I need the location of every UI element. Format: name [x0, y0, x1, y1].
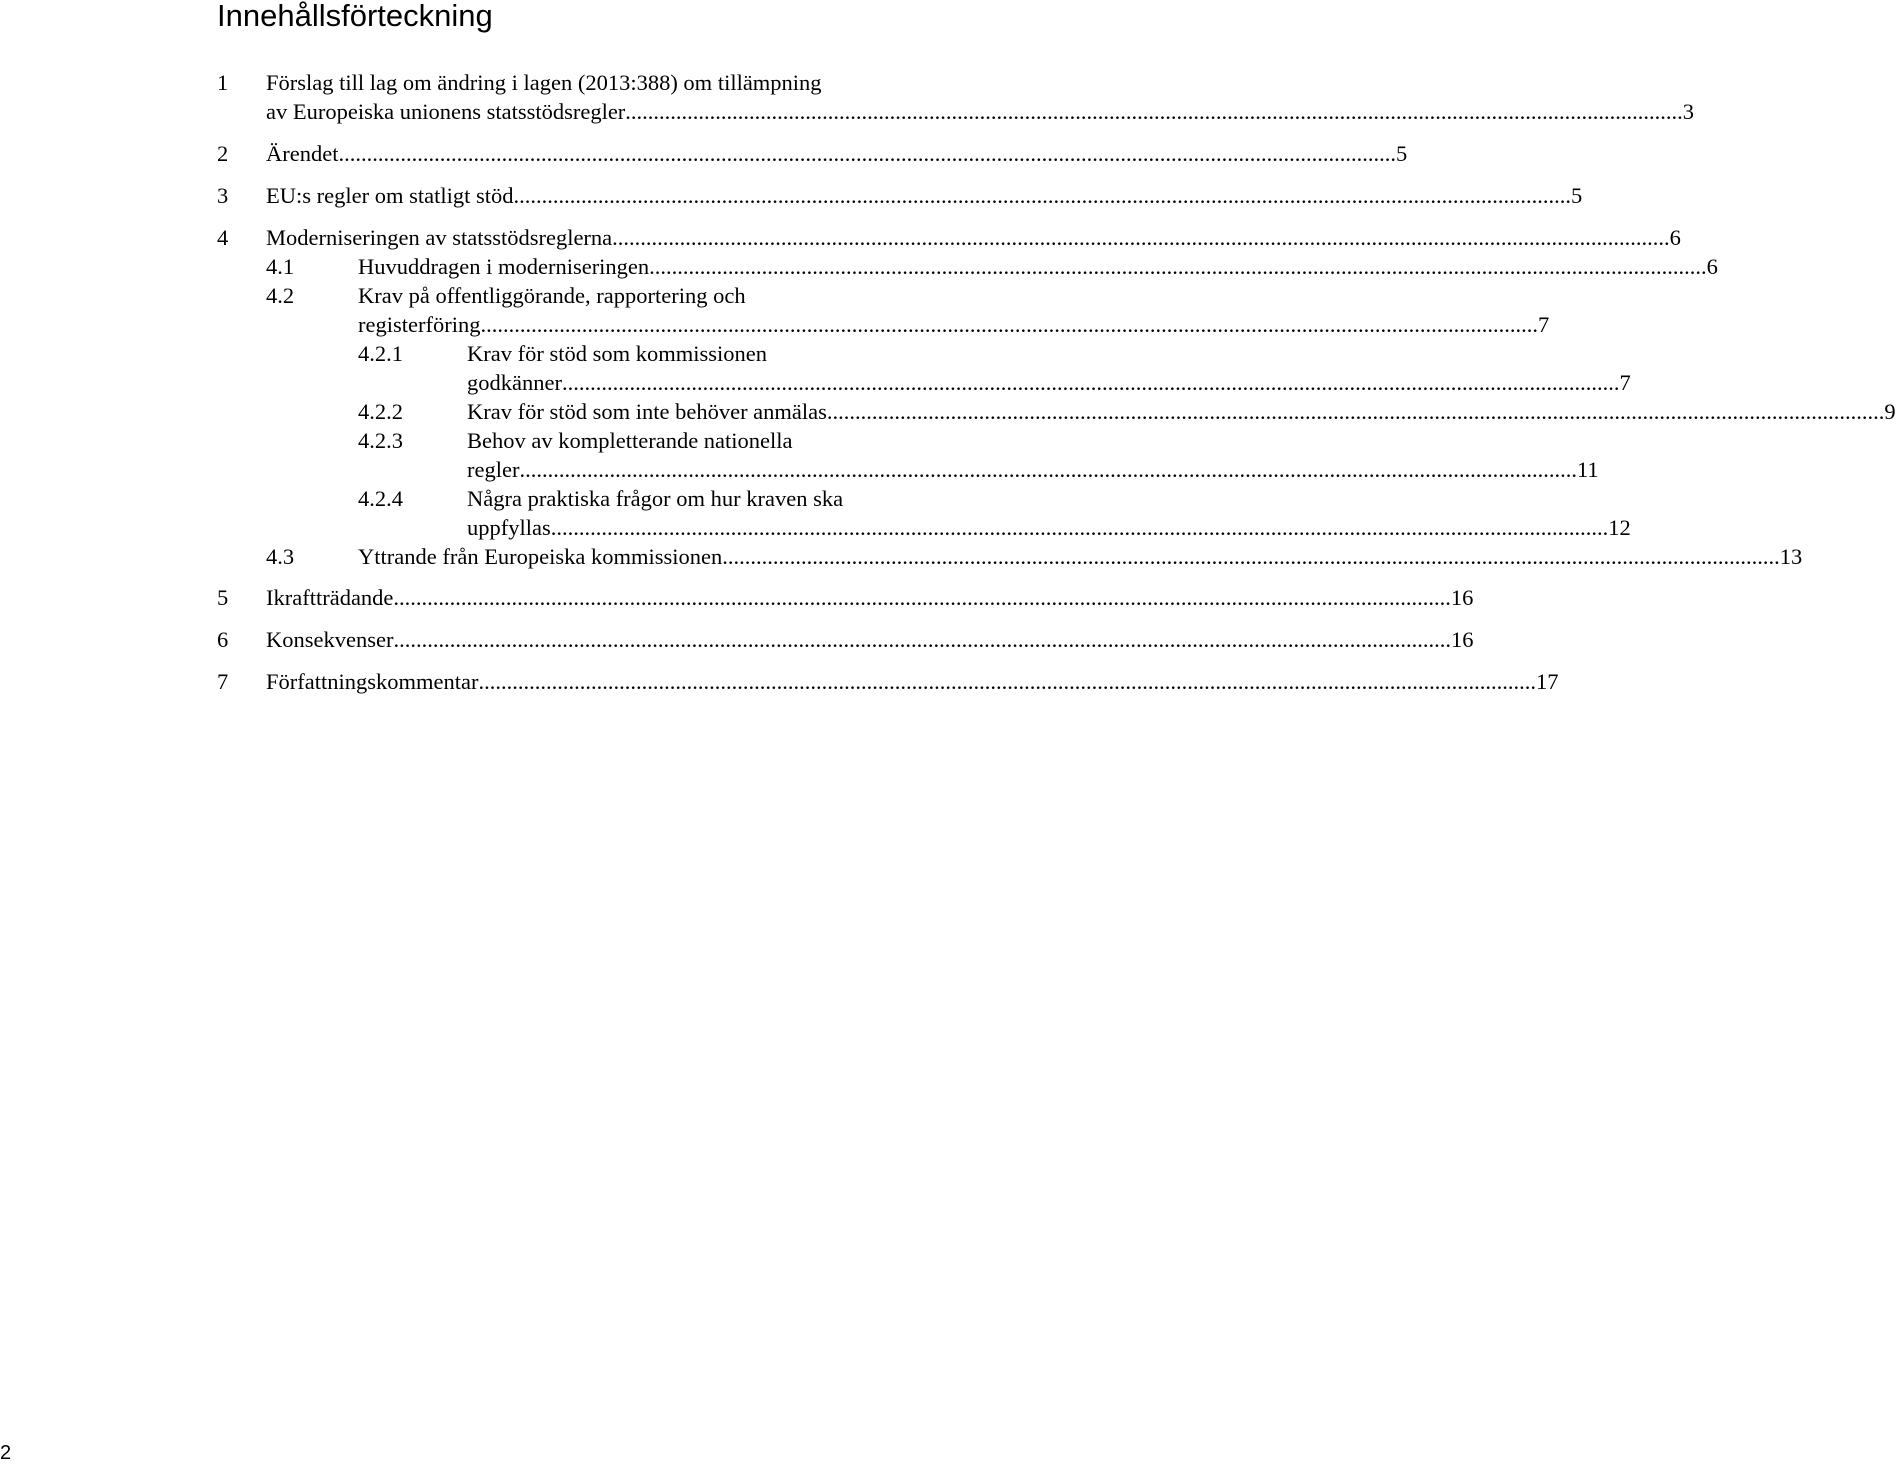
toc-entry-page: 6 [1706, 254, 1718, 279]
toc-entry-text-line1: Krav på offentliggörande, rapportering och [358, 283, 746, 308]
dot-leader: ............................................................................................................................................................................................ [826, 399, 1885, 424]
toc-entry-page: 3 [1682, 99, 1695, 124]
dot-leader: ............................................................................................................................................................................................ [625, 99, 1683, 124]
toc-entry-number: 6 [217, 627, 229, 652]
toc-entry-text: Författningskommentar [266, 669, 479, 694]
toc-entry-7[interactable] [217, 667, 1559, 696]
toc-entry-4-3[interactable] [266, 542, 1803, 571]
toc-entry-page: 13 [1779, 544, 1803, 569]
toc-entry-page: 11 [1576, 457, 1599, 482]
toc-entry-4-2-2[interactable] [358, 397, 1896, 426]
toc-entry-text: godkänner [467, 370, 562, 395]
toc-entry-4-2[interactable] [266, 281, 1550, 339]
dot-leader: ............................................................................................................................................................................................ [550, 515, 1609, 540]
toc-entry-number: 4.2.3 [358, 428, 403, 453]
toc-entry-page: 16 [1450, 627, 1474, 652]
toc-entry-page: 9 [1884, 399, 1896, 424]
toc-entry-page: 7 [1619, 370, 1631, 395]
dot-leader: ............................................................................................................................................................................................ [480, 312, 1538, 337]
toc-entry-number: 7 [217, 669, 229, 694]
dot-leader: ............................................................................................................................................................................................ [561, 370, 1620, 395]
toc-entry-page: 16 [1450, 585, 1474, 610]
toc-entry-number: 4.1 [266, 254, 295, 279]
toc-entry-text: registerföring [358, 312, 481, 337]
toc-entry-number: 1 [217, 70, 229, 95]
toc-entry-5[interactable] [217, 583, 1474, 612]
dot-leader: ............................................................................................................................................................................................ [478, 669, 1536, 694]
toc-entry-text: Yttrande från Europeiska kommissionen [358, 544, 723, 569]
toc-entry-number: 4.3 [266, 544, 295, 569]
toc-entry-text: Ikraftträdande [266, 585, 394, 610]
dot-leader: ............................................................................................................................................................................................ [393, 627, 1451, 652]
toc-entry-text: Ärendet [266, 141, 339, 166]
toc-entry-text: regler [467, 457, 520, 482]
toc-entry-text: Huvuddragen i moderniseringen [358, 254, 650, 279]
dot-leader: ............................................................................................................................................................................................ [722, 544, 1780, 569]
toc-entry-number: 2 [217, 141, 229, 166]
toc-entry-number: 4.2.1 [358, 341, 403, 366]
toc-entry-text: Konsekvenser [266, 627, 394, 652]
toc-entry-6[interactable] [217, 625, 1474, 654]
toc-entry-number: 4.2 [266, 283, 295, 308]
toc-entry-text: EU:s regler om statligt stöd [266, 183, 514, 208]
toc-entry-4-2-4[interactable] [358, 484, 1631, 542]
page-number: 2 [0, 1442, 12, 1464]
toc-entry-number: 5 [217, 585, 229, 610]
toc-entry-number: 4.2.2 [358, 399, 403, 424]
dot-leader: ............................................................................................................................................................................................ [513, 183, 1571, 208]
toc-entry-text: Krav för stöd som inte behöver anmälas [467, 399, 827, 424]
toc-entry-number: 4 [217, 225, 229, 250]
toc-entry-number: 3 [217, 183, 229, 208]
dot-leader: ............................................................................................................................................................................................ [612, 225, 1670, 250]
toc-entry-page: 5 [1570, 183, 1583, 208]
toc-heading: Innehållsförteckning [217, 0, 493, 33]
toc-entry-page: 7 [1537, 312, 1550, 337]
toc-entry-text-line1: Förslag till lag om ändring i lagen (2013:388) om tillämpning [266, 70, 822, 95]
toc-entry-2[interactable] [217, 139, 1408, 168]
toc-entry-4[interactable] [217, 223, 1681, 252]
dot-leader: ............................................................................................................................................................................................ [338, 141, 1396, 166]
toc-entry-text-line1: Behov av kompletterande nationella [467, 428, 793, 453]
toc-entry-1[interactable] [217, 68, 1695, 126]
toc-entry-page: 17 [1535, 669, 1559, 694]
toc-entry-page: 6 [1669, 225, 1681, 250]
toc-entry-page: 12 [1608, 515, 1631, 540]
toc-entry-text: Moderniseringen av statsstödsreglerna [266, 225, 613, 250]
toc-entry-number: 4.2.4 [358, 486, 403, 511]
dot-leader: ............................................................................................................................................................................................ [393, 585, 1451, 610]
dot-leader: ............................................................................................................................................................................................ [649, 254, 1707, 279]
toc-entry-text: uppfyllas [467, 515, 551, 540]
dot-leader: ............................................................................................................................................................................................ [519, 457, 1577, 482]
toc-entry-text-line1: Några praktiska frågor om hur kraven ska [467, 486, 844, 511]
toc-entry-4-1[interactable] [266, 252, 1718, 281]
toc-entry-text-line1: Krav för stöd som kommissionen [467, 341, 767, 366]
toc-entry-page: 5 [1395, 141, 1408, 166]
toc-entry-3[interactable] [217, 181, 1583, 210]
toc-entry-4-2-1[interactable] [358, 339, 1631, 397]
toc-entry-text: av Europeiska unionens statsstödsregler [266, 99, 626, 124]
toc-entry-4-2-3[interactable] [358, 426, 1599, 484]
